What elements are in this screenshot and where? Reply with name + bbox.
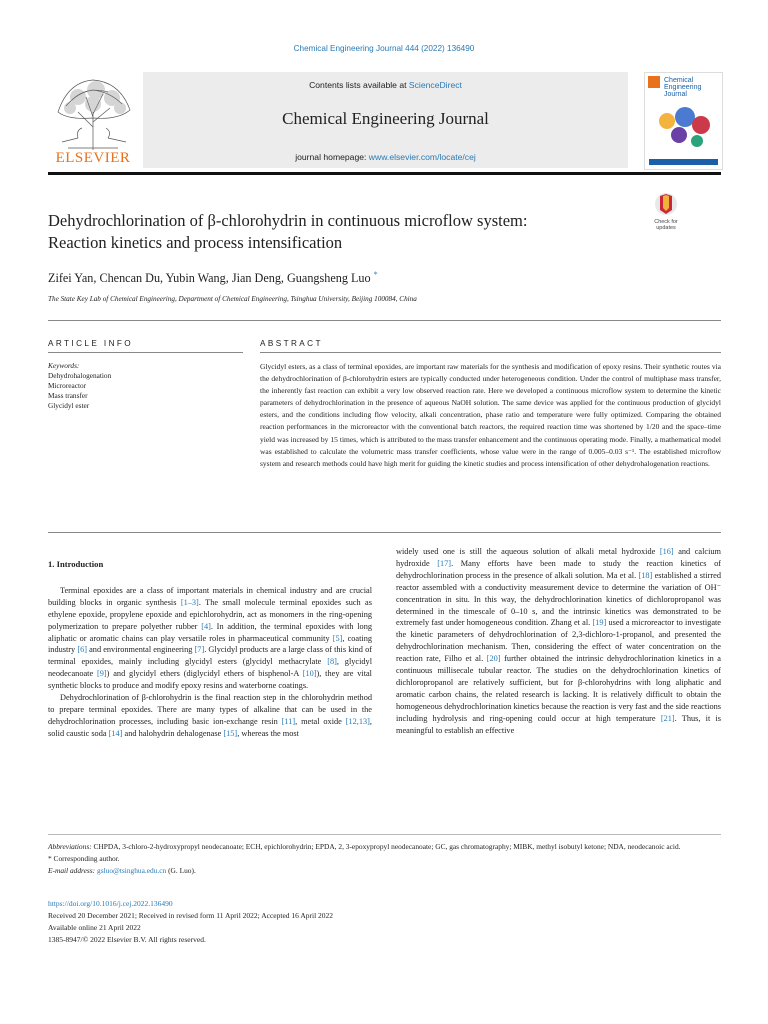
footnote-divider — [48, 834, 721, 835]
divider — [48, 532, 721, 533]
cover-title-3: Journal — [664, 91, 687, 98]
footnotes — [48, 841, 721, 876]
citation-link[interactable]: [1–3] — [180, 597, 199, 607]
text: , solid caustic soda — [48, 716, 372, 738]
text: and calcium hydroxide — [396, 547, 721, 568]
article-title — [48, 210, 608, 254]
paragraph — [48, 585, 372, 692]
text: , metal oxide — [295, 716, 346, 726]
journal-citation[interactable]: Chemical Engineering Journal 444 (2022) 136490 — [293, 44, 475, 53]
citation-link[interactable]: [12,13] — [345, 716, 370, 726]
online-date: Available online 21 April 2022 — [48, 923, 141, 932]
badge-line-1: Check for — [654, 219, 678, 225]
author-list — [48, 270, 378, 286]
publisher-name: ELSEVIER — [55, 150, 131, 166]
citation-link[interactable]: [6] — [77, 645, 87, 655]
contents-prefix: Contents lists available at — [309, 80, 409, 90]
keyword-item: Microreactor — [48, 381, 87, 390]
section-heading: 1. Introduction — [48, 559, 104, 569]
keywords-label: Keywords: — [48, 361, 80, 370]
text: Terminal epoxides are a class of important materials in chemical industry and are crucial building blocks in organic synthesis — [48, 585, 372, 607]
citation-link[interactable]: [15] — [223, 728, 238, 738]
citation-link[interactable]: [16] — [659, 547, 674, 556]
abstract-heading: ABSTRACT — [260, 339, 323, 348]
text: . Glycidyl products are a large class of this kind of terminal epoxides, mainly including glycidyl esters (glycidyl methacrylate — [48, 645, 372, 667]
title-line-1: Dehydrochlorination of β-chlorohydrin in continuous microflow system: — [48, 211, 528, 230]
email-label: E-mail address: — [48, 865, 96, 875]
text: , coating industry — [48, 633, 372, 655]
check-for-updates-badge[interactable] — [644, 190, 688, 234]
cover-title-2: Engineering — [664, 84, 702, 91]
received-dates: Received 20 December 2021; Received in revised form 11 April 2022; Accepted 16 April 2022 — [48, 911, 334, 920]
citation-link[interactable]: [18] — [638, 570, 653, 580]
divider — [48, 352, 243, 353]
divider — [48, 320, 721, 321]
citation-link[interactable]: [20] — [486, 654, 501, 664]
homepage-line — [143, 152, 628, 162]
citation-link[interactable]: [19] — [592, 618, 607, 628]
citation-link[interactable]: [14] — [108, 728, 123, 738]
citation-link[interactable]: [5] — [332, 633, 343, 643]
email-suffix: (G. Luo). — [166, 865, 196, 875]
email-note — [48, 865, 721, 877]
citation-link[interactable]: [7] — [194, 645, 205, 655]
keyword-item: Dehydrohalogenation — [48, 371, 112, 380]
text: widely used one is still the aqueous solution of alkali metal hydroxide — [396, 547, 660, 556]
text: . Thus, it is meaningful to establish an effective — [396, 713, 721, 735]
body-column-right — [396, 546, 721, 737]
badge-line-2: updates — [656, 225, 676, 231]
text: , glycidyl neodecanoate — [48, 657, 372, 679]
text: ) and glycidyl ethers (diglycidyl ethers of bisphenol-A — [106, 669, 303, 679]
text: and environmental engineering — [87, 645, 195, 655]
journal-cover-thumbnail[interactable] — [644, 72, 723, 170]
divider — [260, 352, 721, 353]
cover-title-1: Chemical — [664, 77, 694, 84]
keyword-item: Glycidyl ester — [48, 401, 90, 410]
publication-info — [48, 898, 333, 946]
citation-link[interactable]: [4] — [201, 621, 211, 631]
doi-link[interactable]: https://doi.org/10.1016/j.cej.2022.136490 — [48, 899, 173, 908]
text: established a stirred reactor assembled with a conductivity measurement device to determine the variation of OH⁻ concentration in situ. In this way, the dehydrochlorination kinetics of dichloropropanol was determined in the timescale of 0–10 s, and the intrinsic kinetics was demonstrated to be extremely fast under homogeneous condition. Zhang et al. — [396, 570, 721, 628]
citation-link[interactable]: [9] — [96, 669, 107, 679]
citation-link[interactable]: [17] — [437, 558, 452, 568]
abstract-text: Glycidyl esters, as a class of terminal epoxides, are important raw materials for the synthesis and modification of epoxy resins. Their synthetic routes via the dehydrochlorination of β-chlorohydrin esters are typically conducted under heterogeneous condition. Under the control of multiphase mass transfer, the inherently fast reaction can exhibit a very low observed reaction rate. Here we developed a continuous microflow system to determine the kinetic parameters of dehydrochlorination in the presence of aqueous NaOH solution. The same device was applied for the continuous production of glycidyl esters, and the conditions including flow velocity, alkali concentration, phase ratio and temperature were fully optimized. Comparing the obtained reaction performances in the microreactor with the conventional batch reactors, the required reaction time was shortened by 1/20 and the space–time yield was increased by 15 times, which is attributed to the mass transfer enhancement and the continuous operating mode. Finally, a mathematical model was established to calculate the volumetric mass transfer coefficients, whose value were in the range of 0.005–0.03 s⁻¹. The established microflow system and research methods could have high merit for guiding the kinetic studies and process intensification of other dehydrohalogenation reactions. — [260, 362, 721, 468]
citation-link[interactable]: [10] — [302, 669, 317, 679]
text: used a microreactor to investigate the kinetic parameters of dehydrochlorination of 2,3-dichloro-1-propanol, and presented the dehydrochlorination mechanism. Then, considering the effect of water concentration on the reaction rate, Filho et al. — [396, 618, 721, 664]
sciencedirect-link[interactable]: ScienceDirect — [408, 80, 462, 90]
citation-link[interactable]: [11] — [281, 716, 296, 726]
corresponding-author-mark[interactable]: * — [373, 270, 378, 279]
citation-link[interactable]: [8] — [327, 657, 337, 667]
paragraph — [396, 546, 721, 737]
keyword-item: Mass transfer — [48, 391, 88, 400]
copyright: 1385-8947/© 2022 Elsevier B.V. All rights reserved. — [48, 935, 206, 944]
body-column-left — [48, 559, 372, 740]
text: and halohydrin dehalogenase — [122, 728, 224, 738]
homepage-prefix: journal homepage: — [295, 152, 369, 162]
masthead-rule — [48, 172, 721, 175]
keywords-block — [48, 361, 111, 411]
text: . Many efforts have been made to study the reaction kinetics of dehydrochlorination process in the presence of alkali solution. Ma et al. — [396, 558, 721, 580]
contents-line — [143, 80, 628, 90]
abbreviations-note — [48, 841, 721, 853]
text: Dehydrochlorination of β-chlorohydrin is the final reaction step in the chlorohydrin method to prepare terminal epoxides. There are many types of alkaline that can be used in the dehydrochlorination processes, including basic ion-exchange resin — [48, 693, 372, 726]
citation-link[interactable]: [21] — [660, 713, 675, 723]
title-line-2: Reaction kinetics and process intensification — [48, 233, 343, 252]
text: , whereas the most — [237, 728, 299, 738]
text: . The small molecule terminal epoxides such as ethylene epoxide, propylene epoxide and epichlorohydrin, act as monomers in the ring-opening polymerization to prepare polyether rubber — [48, 597, 372, 631]
affiliation: The State Key Lab of Chemical Engineering, Department of Chemical Engineering, Tsinghua University, Beijing 100084, China — [48, 295, 417, 303]
authors-text: Zifei Yan, Chencan Du, Yubin Wang, Jian Deng, Guangsheng Luo — [48, 271, 371, 286]
paragraph — [48, 692, 372, 740]
homepage-link[interactable]: www.elsevier.com/locate/cej — [368, 152, 476, 162]
text: . In addition, the terminal epoxides with long aliphatic or aromatic chains can play versatile roles in pharmaceutical community — [48, 621, 372, 643]
abbrev-text: CHPDA, 3-chloro-2-hydroxypropyl neodecanoate; ECH, epichlorohydrin; EPDA, 2, 3-epoxypropyl neodecanoate; GC, gas chromatography; MIBK, methyl isobutyl ketone; NDA, neodecanoic acid. — [91, 842, 681, 851]
text: further obtained the intrinsic dehydrochlorination kinetics in a continuous millisecale tubular reactor. The studies on the dehydrochlorination kinetics of dichloropropanol are relatively sufficient, but for β-chlorohydrins with long aliphatic and aromatic carbon chains, the related research is lacking. It is relatively difficult to obtain the homogeneous dehydrochlorination kinetics because the reaction is very fast and the side reactions including hydrolysis and ring-opening could occur at high temperature — [396, 654, 721, 723]
text: ), they are vital synthetic blocks to produce and modify epoxy resins and waterborne coatings. — [48, 669, 372, 691]
journal-title[interactable]: Chemical Engineering Journal — [282, 109, 489, 128]
abbrev-label: Abbreviations: — [48, 842, 92, 851]
email-link[interactable]: gsluo@tsinghua.edu.cn — [97, 865, 167, 875]
corresponding-note: * Corresponding author. — [48, 853, 120, 863]
article-info-heading: ARTICLE INFO — [48, 339, 134, 348]
